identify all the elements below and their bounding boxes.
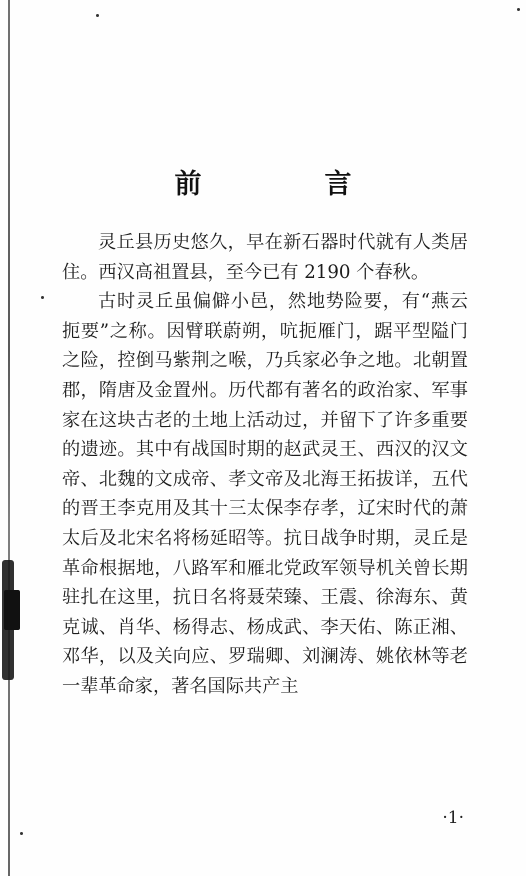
binding-edge (8, 0, 10, 876)
scan-blot (4, 590, 20, 630)
paragraph: 古时灵丘虽偏僻小邑，然地势险要，有“燕云扼要”之称。因臂联蔚朔，吭扼雁门，踞平型隘门之险，控倒马紫荆之喉，乃兵家必争之地。北朝置郡，隋唐及金置州。历代都有著名的政治家、军事家在这块古老的土地上活动过，并留下了许多重要的遗迹。其中有战国时期的赵武灵王、西汉的汉文帝、北魏的文成帝、孝文帝及北海王拓拔详，五代的晋王李克用及其十三太保李存孝，辽宋时代的萧太后及北宋名将杨延昭等。抗日战争时期，灵丘是革命根据地，八路军和雁北党政军领导机关曾长期驻扎在这里，抗日名将聂荣臻、王震、徐海东、黄克诚、肖华、杨得志、杨成武、李天佑、陈正湘、邓华，以及关向应、罗瑞卿、刘澜涛、姚依林等老一辈革命家，著名国际共产主 (62, 291, 468, 697)
paragraph: 灵丘县历史悠久，早在新石器时代就有人类居住。西汉高祖置县，至今已有 2190 个春秋。 (62, 232, 468, 283)
scan-speck (20, 832, 23, 835)
body-text (62, 228, 468, 702)
scan-speck (517, 8, 520, 11)
scan-speck (96, 14, 99, 17)
scan-speck (41, 296, 44, 299)
page-number: ·1· (442, 808, 464, 828)
page-title: 前 言 (174, 169, 400, 200)
